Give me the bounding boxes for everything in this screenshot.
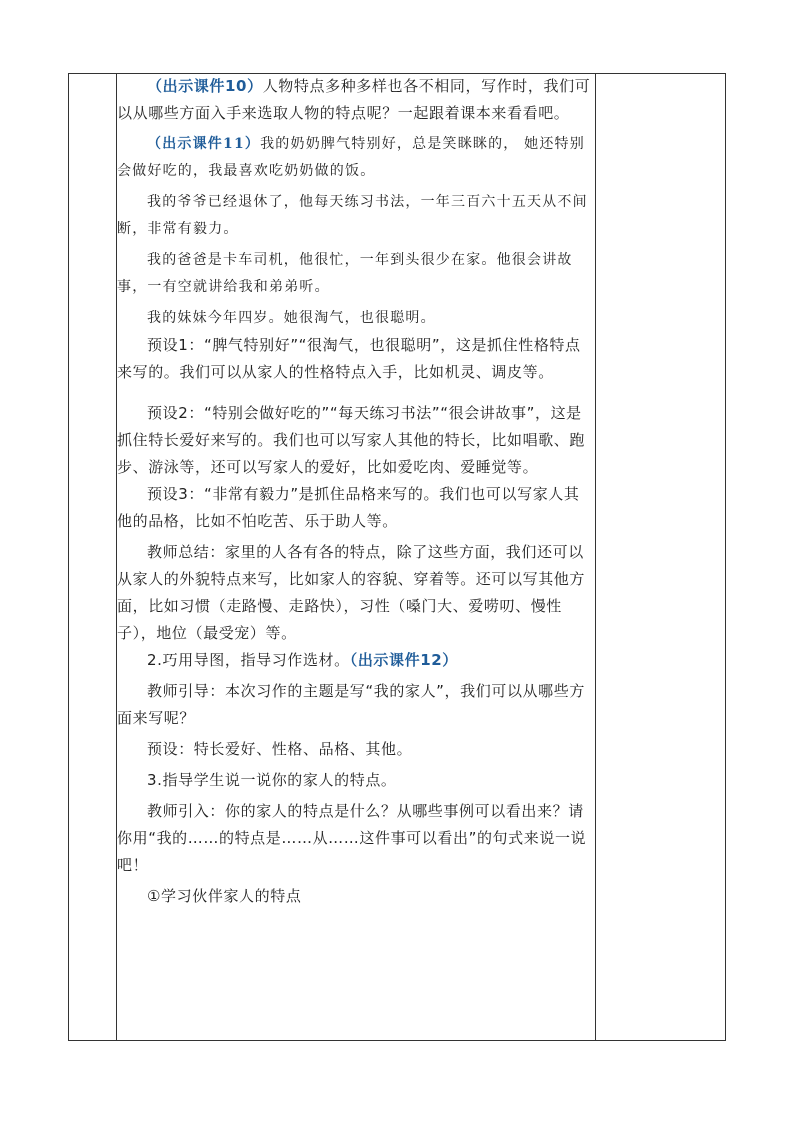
paragraph-dad: 我的爸爸是卡车司机，他很忙，一年到头很少在家。他很会讲故事，一有空就讲给我和弟弟听。	[117, 252, 573, 295]
paragraph-step-2: 2.巧用导图，指导习作选材。（出示课件12）	[147, 651, 458, 669]
paragraph-intro: （出示课件10）人物特点多种多样也各不相同，写作时，我们可以从哪些方面入手来选取人物的特点呢？一起跟着课本来看看吧。	[117, 77, 591, 122]
paragraph-grandpa: 我的爷爷已经退休了，他每天练习书法，一年三百六十五天从不间断，非常有毅力。	[117, 194, 588, 237]
paragraph-grandma: （出示课件11）我的奶奶脾气特别好，总是笑眯眯的， 她还特别会做好吃的，我最喜欢吃奶奶做的饭。	[117, 136, 585, 179]
paragraph-partner-family: ①学习伙伴家人的特点	[147, 887, 302, 905]
lesson-content-cell	[117, 73, 594, 910]
paragraph-teacher-guide: 教师引导：本次习作的主题是写“我的家人”，我们可以从哪些方面来写呢？	[117, 682, 585, 727]
paragraph-sister: 我的妹妹今年四岁。她很淘气，也很聪明。	[147, 310, 436, 326]
paragraph-preset-3: 预设3：“非常有毅力”是抓住品格来写的。我们也可以写家人其他的品格，比如不怕吃苦、乐于助人等。	[117, 485, 580, 530]
paragraph-preset-2: 预设2：“特别会做好吃的”“每天练习书法”“很会讲故事”，这是抓住特长爱好来写的。我们也可以写家人其他的特长，比如唱歌、跑步、游泳等，还可以写家人的爱好，比如爱吃肉、爱睡觉等。	[117, 404, 586, 476]
courseware-cue-12: （出示课件12）	[349, 651, 458, 669]
paragraph-preset-1: 预设1：“脾气特别好”“很淘气，也很聪明”，这是抓住性格特点来写的。我们可以从家人的性格特点入手，比如机灵、调皮等。	[117, 336, 581, 381]
courseware-cue-10: （出示课件10）	[147, 77, 263, 95]
paragraph-preset-topics: 预设：特长爱好、性格、品格、其他。	[147, 740, 413, 758]
paragraph-teacher-intro: 教师引入：你的家人的特点是什么？从哪些事例可以看出来？请你用“我的……的特点是……从……这件事可以看出”的句式来说一说吧！	[117, 802, 587, 874]
paragraph-teacher-summary: 教师总结：家里的人各有各的特点，除了这些方面，我们还可以从家人的外貌特点来写，比如家人的容貌、穿着等。还可以写其他方面，比如习惯（走路慢、走路快），习性（嗓门大、爱唠叨、慢性子），地位（最受宠）等。	[117, 543, 586, 642]
courseware-cue-11: （出示课件11）	[147, 136, 261, 152]
paragraph-step-3: 3.指导学生说一说你的家人的特点。	[147, 771, 397, 789]
table-column-divider-right	[595, 74, 596, 1040]
